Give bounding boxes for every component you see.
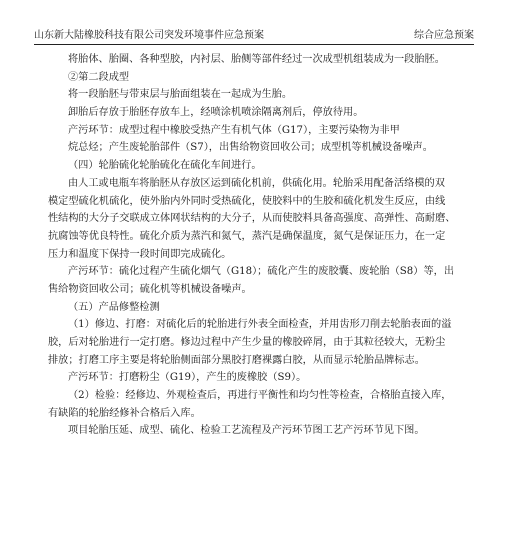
- header-company-title: 山东新大陆橡胶科技有限公司突发环境事件应急预案: [34, 30, 264, 41]
- paragraph: 有缺陷的轮胎经修补合格后入库。: [48, 407, 201, 419]
- document-body: [48, 52, 462, 441]
- paragraph: 抗腐蚀等优良特性。硫化介质为蒸汽和氮气，蒸汽是确保温度，氮气是保证压力，在一定: [48, 230, 446, 242]
- paragraph: 性结构的大分子交联成立体网状结构的大分子，从而使胶料具备高强度、高弹性、高耐磨、: [48, 213, 456, 225]
- paragraph: （1）修边、打磨：对硫化后的轮胎进行外表全面检查，并用齿形刀削去轮胎表面的溢: [68, 319, 452, 331]
- paragraph: 胶，后对轮胎进行一定打磨。修边过程中产生少量的橡胶碎屑，由于其粒径较大，无粉尘: [48, 337, 446, 348]
- paragraph: 产污环节：成型过程中橡胶受热产生有机气体（G17），主要污染物为非甲: [68, 124, 400, 136]
- paragraph: 将一段胎胚与带束层与胎面组装在一起成为生胎。: [68, 89, 293, 101]
- page-header: [34, 28, 474, 45]
- section-heading: （五）产品修整检测: [68, 301, 160, 313]
- paragraph: 将胎体、胎圈、各种型胶，内衬层、胎侧等部件经过一次成型机组装成为一段胎胚。: [68, 54, 445, 65]
- paragraph: 项目轮胎压延、成型、硫化、检验工艺流程及产污环节图工艺产污环节见下图。: [68, 425, 425, 437]
- paragraph: 售给物资回收公司；硫化机等机械设备噪声。: [48, 283, 252, 295]
- subheading: ②第二段成型: [68, 71, 130, 83]
- paragraph: 由人工或电瓶车将胎胚从存放区运到硫化机前，供硫化用。轮胎采用配备活络模的双: [68, 177, 445, 189]
- paragraph: 压力和温度下保持一段时间即完成硫化。: [48, 248, 232, 260]
- paragraph: 排放；打磨工序主要是将轮胎侧面部分黑胶打磨裸露白胶，从而显示轮胎品牌标志。: [48, 354, 425, 366]
- paragraph: （2）检验：经修边、外观检查后，再进行平衡性和均匀性等检查，合格胎直接入库，: [68, 390, 452, 402]
- paragraph: 卸胎后存放于胎胚存放车上，经喷涂机喷涂隔离剂后，停放待用。: [68, 107, 364, 119]
- paragraph: 模定型硫化机硫化，使外胎内外同时受热硫化，使胶料中的生胶和硫化机发生反应，由线: [48, 195, 446, 207]
- paragraph: 产污环节：硫化过程产生硫化烟气（G18）；硫化产生的废胶囊、废轮胎（S8）等，出: [68, 266, 455, 278]
- header-section-title: 综合应急预案: [414, 30, 474, 41]
- paragraph: 烷总烃；产生废轮胎部件（S7），出售给物资回收公司；成型机等机械设备噪声。: [68, 142, 433, 154]
- section-heading: （四）轮胎硫化轮胎硫化在硫化车间进行。: [68, 160, 262, 172]
- paragraph: 产污环节：打磨粉尘（G19），产生的废橡胶（S9）。: [68, 372, 307, 384]
